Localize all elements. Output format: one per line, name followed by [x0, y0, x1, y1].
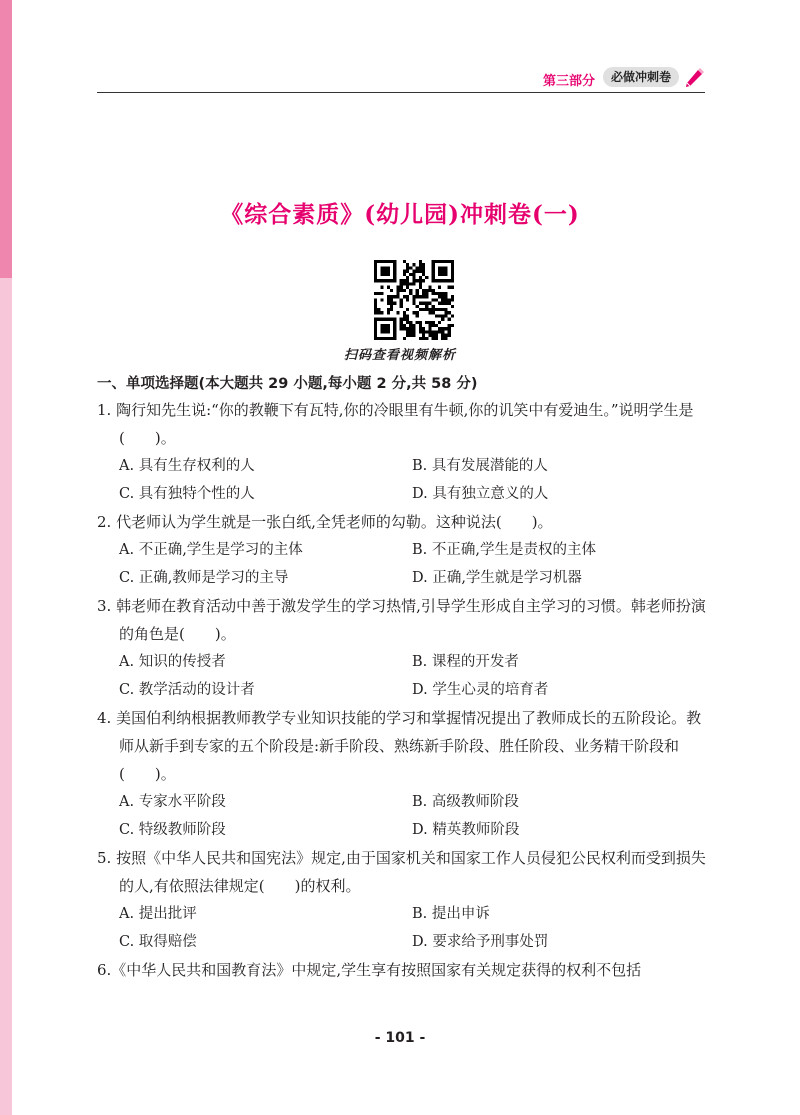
question-stem: 2. 代老师认为学生就是一张白纸,全凭老师的勾勒。这种说法( )。: [97, 513, 553, 531]
question-5: [97, 844, 709, 956]
section-label: 必做冲刺卷: [603, 67, 679, 87]
question-1: [97, 396, 709, 508]
page-edge-strip-dark: [0, 0, 12, 278]
option-b: B. 课程的开发者: [412, 654, 519, 670]
option-grid: [97, 648, 709, 704]
question-stem: 3. 韩老师在教育活动中善于激发学生的学习热情,引导学生形成自主学习的习惯。韩老师扮演的角色是( )。: [97, 597, 706, 643]
option-c: C. 正确,教师是学习的主导: [119, 570, 289, 586]
question-6: [97, 956, 709, 984]
option-a: A. 具有生存权利的人: [119, 458, 255, 474]
question-2: [97, 508, 709, 592]
option-grid: [97, 452, 709, 508]
option-grid: [97, 536, 709, 592]
option-grid: [97, 900, 709, 956]
option-d: D. 正确,学生就是学习机器: [412, 570, 582, 586]
option-b: B. 不正确,学生是责权的主体: [412, 542, 596, 558]
option-d: D. 精英教师阶段: [412, 822, 520, 838]
page-edge-strip: [0, 0, 12, 1115]
page-title: 《综合素质》(幼儿园)冲刺卷(一): [220, 201, 580, 228]
option-c: C. 特级教师阶段: [119, 822, 226, 838]
header-rule: [97, 92, 705, 93]
option-d: D. 要求给予刑事处罚: [412, 934, 549, 950]
option-a: A. 提出批评: [119, 906, 197, 922]
option-c: C. 具有独特个性的人: [119, 486, 255, 502]
option-d: D. 具有独立意义的人: [412, 486, 549, 502]
question-stem: 4. 美国伯利纳根据教师教学专业知识技能的学习和掌握情况提出了教师成长的五阶段论。教师从新手到专家的五个阶段是:新手阶段、熟练新手阶段、胜任阶段、业务精干阶段和( )。: [97, 709, 702, 783]
option-grid: [97, 788, 709, 844]
option-d: D. 学生心灵的培育者: [412, 682, 549, 698]
part-label: 第三部分: [542, 74, 595, 89]
option-b: B. 具有发展潜能的人: [412, 458, 548, 474]
option-c: C. 教学活动的设计者: [119, 682, 255, 698]
question-stem: 1. 陶行知先生说:“你的教鞭下有瓦特,你的冷眼里有牛顿,你的讥笑中有爱迪生。”说明学生是( )。: [97, 401, 694, 447]
question-3: [97, 592, 709, 704]
pencil-icon: [683, 66, 705, 88]
page-number: - 101 -: [374, 1030, 426, 1046]
section-heading: 一、单项选择题(本大题共 29 小题,每小题 2 分,共 58 分): [97, 376, 478, 392]
question-stem: 5. 按照《中华人民共和国宪法》规定,由于国家机关和国家工作人员侵犯公民权利而受到损失的人,有依照法律规定( )的权利。: [97, 849, 706, 895]
question-4: [97, 704, 709, 844]
running-header: [97, 66, 705, 92]
qr-code[interactable]: [374, 260, 454, 340]
option-b: B. 提出申诉: [412, 906, 490, 922]
qr-caption: 扫码查看视频解析: [343, 348, 456, 363]
option-b: B. 高级教师阶段: [412, 794, 519, 810]
option-a: A. 知识的传授者: [119, 654, 226, 670]
option-a: A. 专家水平阶段: [119, 794, 226, 810]
option-c: C. 取得赔偿: [119, 934, 197, 950]
question-stem: 6.《中华人民共和国教育法》中规定,学生享有按照国家有关规定获得的权利不包括: [97, 961, 642, 979]
option-a: A. 不正确,学生是学习的主体: [119, 542, 303, 558]
